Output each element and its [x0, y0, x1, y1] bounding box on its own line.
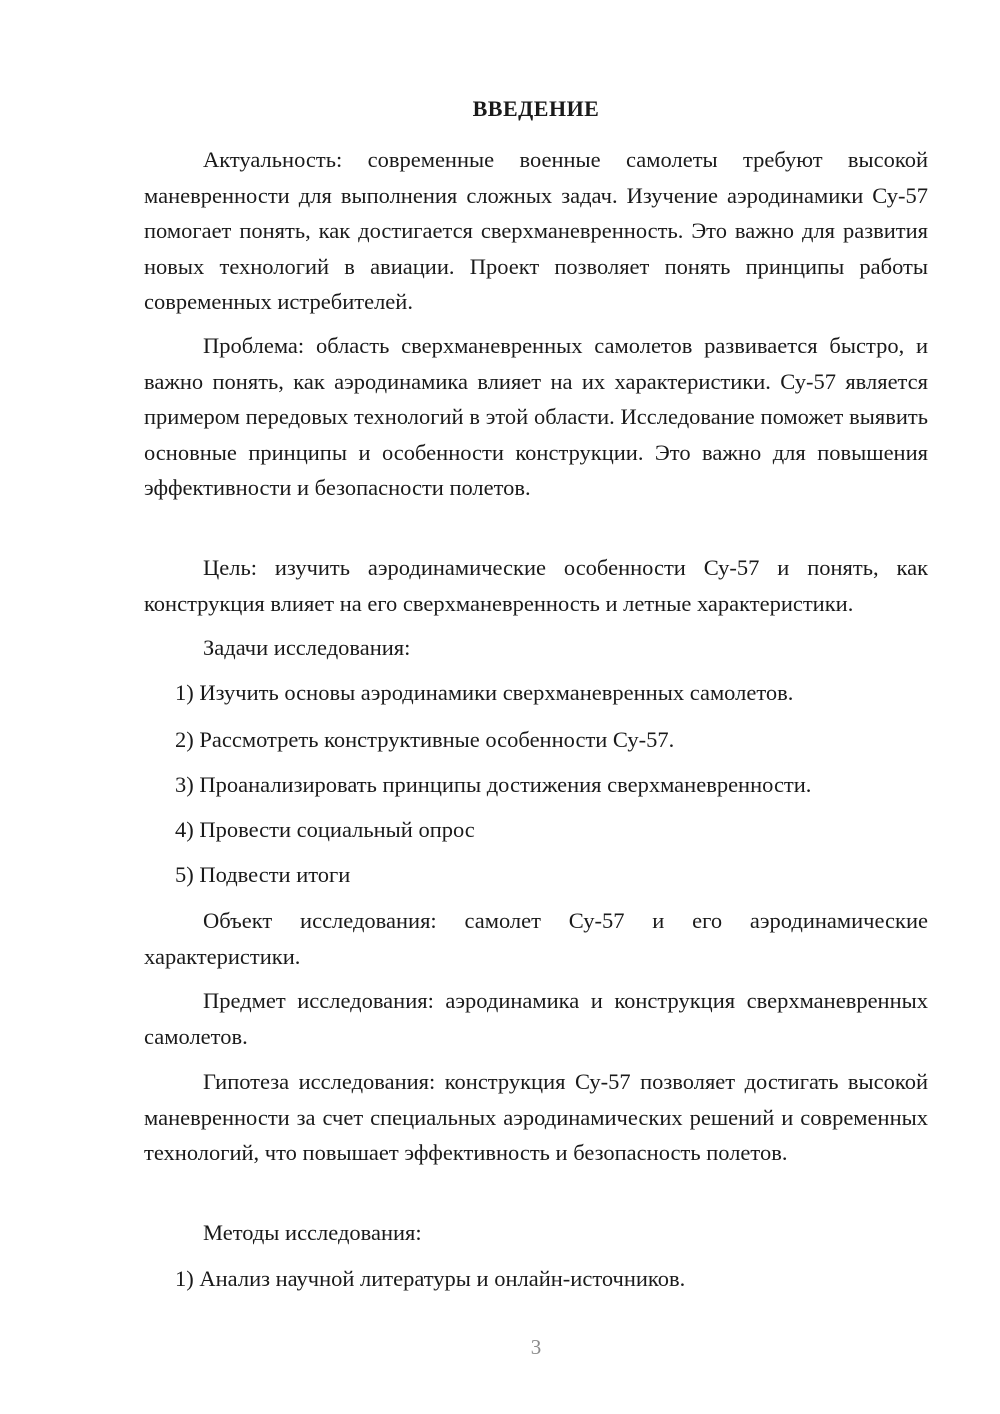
paragraph-problem: Проблема: область сверхманевренных самолетов развивается быстро, и важно понять, как аэродинамика влияет на их характеристики. Су-57 является примером передовых технологий в этой области. Исследование поможет выявить основные принципы и особенности конструкции. Это важно для повышения эффективности и безопасности полетов. [144, 333, 928, 500]
methods-title: Методы исследования: [203, 1220, 422, 1245]
task-item-2: 2) Рассмотреть конструктивные особенности Су-57. [175, 727, 675, 752]
page-number: 3 [530, 1335, 542, 1359]
paragraph-relevance: Актуальность: современные военные самолеты требуют высокой маневренности для выполнения сложных задач. Изучение аэродинамики Су-57 помогает понять, как достигается сверхманевренность. Это важно для развития новых технологий в авиации. Проект позволяет понять принципы работы современных истребителей. [144, 147, 928, 314]
tasks-title: Задачи исследования: [203, 635, 411, 660]
task-item-1: 1) Изучить основы аэродинамики сверхманевренных самолетов. [175, 680, 794, 705]
method-item-1: 1) Анализ научной литературы и онлайн-источников. [175, 1266, 686, 1291]
task-item-3: 3) Проанализировать принципы достижения сверхманевренности. [175, 772, 812, 797]
paragraph-object: Объект исследования: самолет Су-57 и его аэродинамические характеристики. [144, 908, 928, 969]
paragraph-hypothesis: Гипотеза исследования: конструкция Су-57 позволяет достигать высокой маневренности за счет специальных аэродинамических решений и современных технологий, что повышает эффективность и безопасность полетов. [144, 1069, 928, 1165]
task-item-5: 5) Подвести итоги [175, 862, 351, 887]
paragraph-subject: Предмет исследования: аэродинамика и конструкция сверхманевренных самолетов. [144, 988, 928, 1049]
document-page [144, 0, 928, 1414]
section-heading: ВВЕДЕНИЕ [472, 96, 600, 121]
task-item-4: 4) Провести социальный опрос [175, 817, 475, 842]
paragraph-goal: Цель: изучить аэродинамические особенности Су-57 и понять, как конструкция влияет на его сверхманевренность и летные характеристики. [144, 555, 928, 616]
